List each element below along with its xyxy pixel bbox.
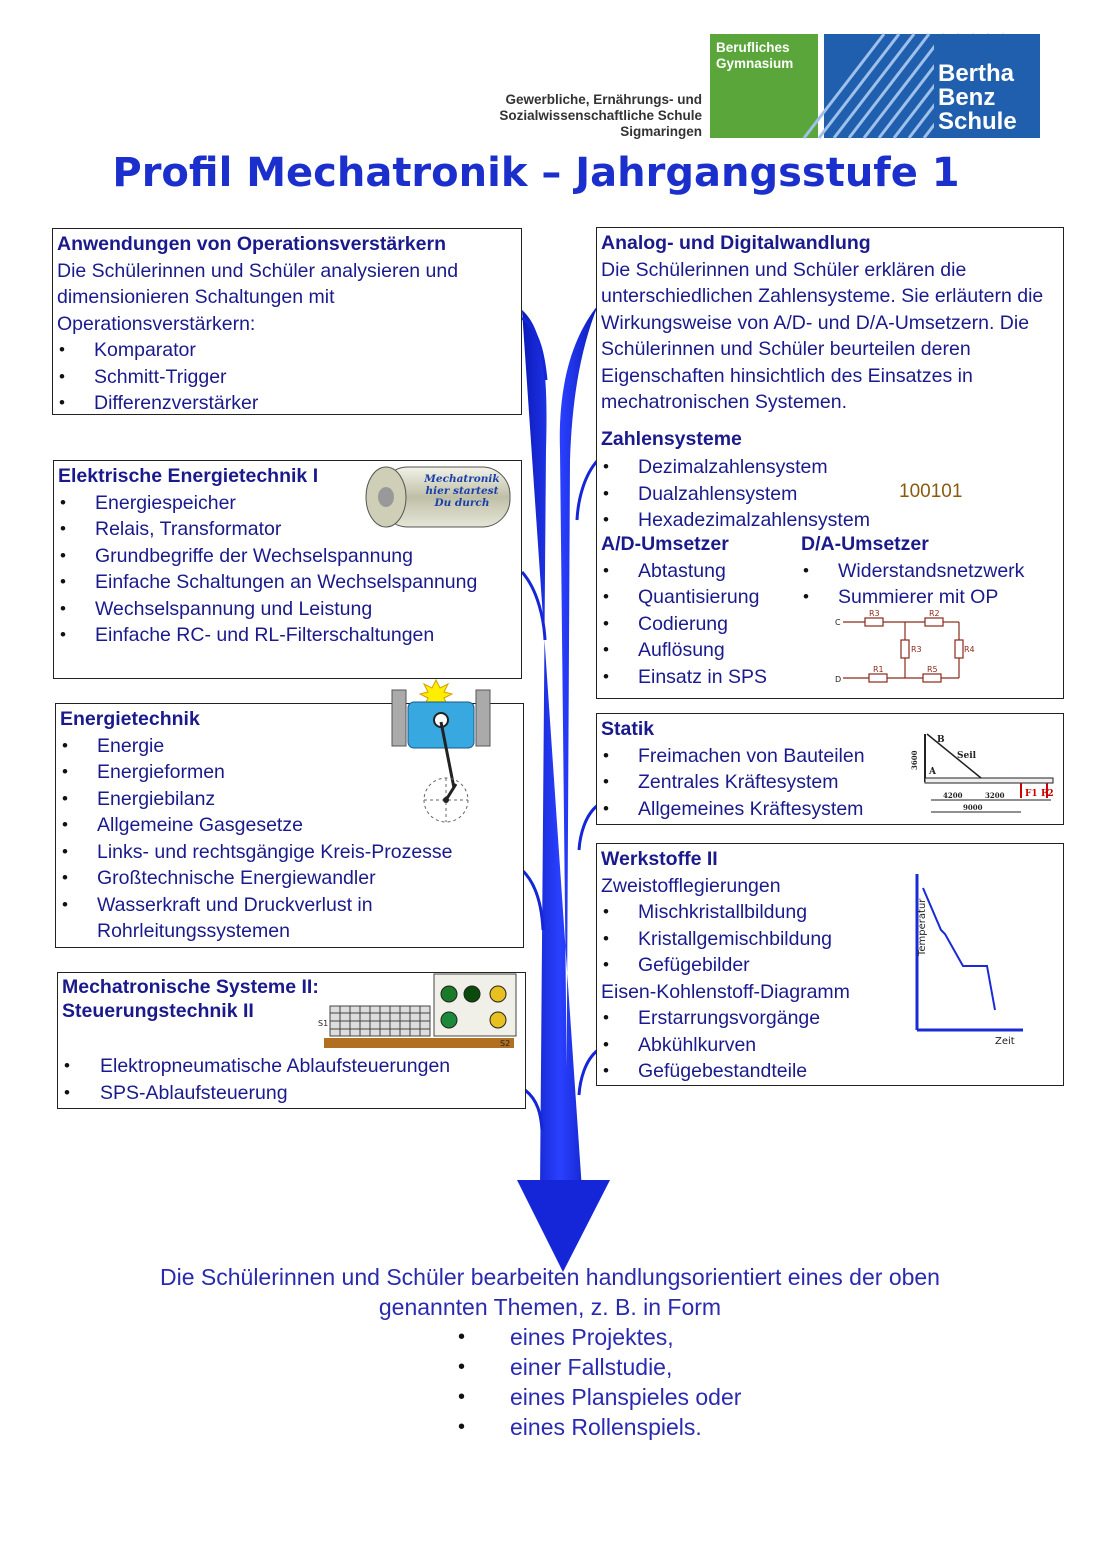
list-item: • Großtechnische Energiewandler bbox=[60, 865, 519, 892]
axis-label-y: Temperatur bbox=[917, 898, 928, 956]
list-item: • Einfache RC- und RL-Filterschaltungen bbox=[58, 622, 517, 649]
logo-green-line: Gymnasium bbox=[716, 56, 794, 71]
list-item: • Auflösung bbox=[601, 637, 801, 664]
statics-beam-icon bbox=[901, 724, 1059, 820]
control-panel-icon bbox=[316, 972, 518, 1052]
list-item: • Wechselspannung und Leistung bbox=[58, 596, 517, 623]
badge-line: Mechatronik bbox=[424, 473, 500, 485]
ad-heading: A/D-Umsetzer bbox=[601, 533, 729, 555]
bottom-line: Die Schülerinnen und Schüler bearbeiten handlungsorientiert eines der oben bbox=[160, 1264, 940, 1290]
fig-label: A bbox=[929, 767, 936, 777]
fig-label: 3200 bbox=[985, 791, 1005, 800]
logo-blue-line: Bertha bbox=[938, 60, 1015, 87]
list-item: • Allgemeine Gasgesetze bbox=[60, 812, 519, 839]
panel-label-s2: S2 bbox=[500, 1039, 511, 1048]
panel-label-s1: S1 bbox=[318, 1019, 329, 1028]
circuit-label: R1 bbox=[873, 665, 884, 674]
list-item: • Widerstandsnetzwerk bbox=[801, 558, 1061, 585]
logo-berufliches-gymnasium bbox=[710, 34, 818, 138]
circuit-label: R2 bbox=[929, 609, 940, 618]
fig-label: B bbox=[937, 735, 945, 745]
list-item: • Abkühlkurven bbox=[601, 1032, 1059, 1059]
list-item: • Einsatz in SPS bbox=[601, 664, 801, 691]
list-item: • Energiebilanz bbox=[60, 786, 519, 813]
list-item: • Differenzverstärker bbox=[57, 390, 517, 417]
list-item: • eines Rollenspiels. bbox=[458, 1412, 741, 1442]
circuit-label: R4 bbox=[964, 645, 975, 654]
box-heading: Steuerungstechnik II bbox=[62, 1000, 254, 1022]
list-item: • Zentrales Kräftesystem bbox=[601, 769, 1059, 796]
badge-line: hier startest bbox=[425, 485, 499, 497]
arrow-shaft bbox=[522, 305, 598, 1190]
school-name bbox=[499, 92, 702, 140]
fig-label: F2 bbox=[1041, 789, 1054, 799]
arrow-head bbox=[517, 1180, 610, 1272]
fig-label: 4200 bbox=[943, 791, 963, 800]
logo-green-line: Berufliches bbox=[716, 40, 790, 55]
list-item: • Dezimalzahlensystem bbox=[601, 454, 1059, 481]
list-item: • Gefügebilder bbox=[601, 952, 1059, 979]
list-item: • Abtastung bbox=[601, 558, 801, 585]
bottom-text bbox=[0, 1262, 1100, 1440]
list-item: • Freimachen von Bauteilen bbox=[601, 743, 1059, 770]
list-item: • Quantisierung bbox=[601, 584, 801, 611]
list-item: • Komparator bbox=[57, 337, 517, 364]
list-item: • Codierung bbox=[601, 611, 801, 638]
box-heading: Statik bbox=[601, 718, 655, 740]
box-elektrische-energietechnik bbox=[53, 460, 522, 679]
fig-label: Seil bbox=[957, 751, 977, 761]
list-item: • Gefügebestandteile bbox=[601, 1058, 1059, 1085]
logo-blue-line: Benz bbox=[938, 84, 996, 111]
badge-line: Du durch bbox=[434, 497, 490, 509]
bottom-line: genannten Themen, z. B. in Form bbox=[378, 1294, 722, 1320]
list-item: • Einfache Schaltungen an Wechselspannung bbox=[58, 569, 517, 596]
box-heading: Elektrische Energietechnik I bbox=[58, 465, 319, 487]
fig-label: F1 bbox=[1025, 789, 1038, 799]
list-item: • Energiespeicher bbox=[58, 490, 517, 517]
list-item: • Erstarrungsvorgänge bbox=[601, 1005, 1059, 1032]
school-name-line: Sigmaringen bbox=[620, 124, 702, 139]
list-item: • Mischkristallbildung bbox=[601, 899, 1059, 926]
list-item: • Schmitt-Trigger bbox=[57, 364, 517, 391]
list-item: • Summierer mit OP bbox=[801, 584, 1061, 611]
box-werkstoffe bbox=[596, 843, 1064, 1086]
list-item: • Elektropneumatische Ablaufsteuerungen bbox=[62, 1053, 521, 1080]
list-item: • Wasserkraft und Druckverlust in Rohrleitungssystemen bbox=[60, 892, 519, 945]
list-item: • Energie bbox=[60, 733, 519, 760]
box-text: Die Schülerinnen und Schüler erklären die unterschiedlichen Zahlensysteme. Sie erläutern die Wirkungsweise von A/D- und D/A-Umsetzern. Die Schülerinnen und Schüler beurteilen deren Eigenschaften hinsichtlich des Einsatzes in mechatronischen Systemen. bbox=[601, 258, 1044, 413]
fig-label: 3600 bbox=[910, 750, 919, 770]
cooling-curve-icon bbox=[883, 870, 1033, 1050]
engine-cylinder-icon bbox=[386, 676, 496, 836]
logo-bertha-benz-schule bbox=[824, 34, 1040, 138]
box-heading: Mechatronische Systeme II: bbox=[62, 976, 319, 998]
school-name-line: Sozialwissenschaftliche Schule bbox=[499, 108, 702, 123]
box-text: Die Schülerinnen und Schüler analysieren und dimensionieren Schaltungen mit Operationsverstärkern: bbox=[57, 259, 459, 335]
mechatronik-badge bbox=[360, 463, 516, 533]
list-item: • Links- und rechtsgängige Kreis-Prozesse bbox=[60, 839, 519, 866]
list-item: • Hexadezimalzahlensystem bbox=[601, 507, 1059, 534]
list-item: • Dualzahlensystem bbox=[601, 481, 1059, 508]
circuit-label: D bbox=[835, 675, 842, 684]
list-item: • Energieformen bbox=[60, 759, 519, 786]
list-item: • einer Fallstudie, bbox=[458, 1352, 741, 1382]
list-item: • SPS-Ablaufsteuerung bbox=[62, 1080, 521, 1107]
fig-label: 9000 bbox=[963, 803, 983, 812]
box-heading: Analog- und Digitalwandlung bbox=[601, 232, 871, 254]
da-heading: D/A-Umsetzer bbox=[801, 533, 929, 555]
box-operationsverstaerker bbox=[52, 228, 522, 415]
box-subheading: Zweistofflegierungen bbox=[601, 874, 781, 897]
box-statik bbox=[596, 713, 1064, 825]
connector-left-3 bbox=[522, 870, 543, 930]
list-item: • eines Planspieles oder bbox=[458, 1382, 741, 1412]
school-name-line: Gewerbliche, Ernährungs- und bbox=[505, 92, 702, 107]
box-heading: Werkstoffe II bbox=[601, 848, 718, 870]
list-item: • Relais, Transformator bbox=[58, 516, 517, 543]
list-item: • Grundbegriffe der Wechselspannung bbox=[58, 543, 517, 570]
list-item: • Allgemeines Kräftesystem bbox=[601, 796, 1059, 823]
binary-example: 100101 bbox=[899, 481, 963, 502]
connector-left-4 bbox=[525, 1090, 542, 1130]
box-subheading: Zahlensysteme bbox=[601, 427, 742, 450]
box-subheading: Eisen-Kohlenstoff-Diagramm bbox=[601, 980, 850, 1003]
box-heading: Anwendungen von Operationsverstärkern bbox=[57, 233, 447, 255]
axis-label-x: Zeit bbox=[995, 1036, 1015, 1047]
page-title: Profil Mechatronik – Jahrgangsstufe 1 bbox=[112, 150, 960, 196]
box-analog-digitalwandlung bbox=[596, 227, 1064, 699]
circuit-label: R5 bbox=[927, 665, 938, 674]
list-item: • Kristallgemischbildung bbox=[601, 926, 1059, 953]
resistor-network-icon bbox=[833, 610, 973, 690]
circuit-label: R3 bbox=[911, 645, 922, 654]
circuit-label: R3 bbox=[869, 609, 880, 618]
connector-right-1 bbox=[577, 460, 598, 520]
circuit-label: C bbox=[835, 618, 841, 627]
logo-blue-line: Schule bbox=[938, 108, 1017, 135]
box-heading: Energietechnik bbox=[60, 708, 200, 730]
list-item: • eines Projektes, bbox=[458, 1322, 741, 1352]
